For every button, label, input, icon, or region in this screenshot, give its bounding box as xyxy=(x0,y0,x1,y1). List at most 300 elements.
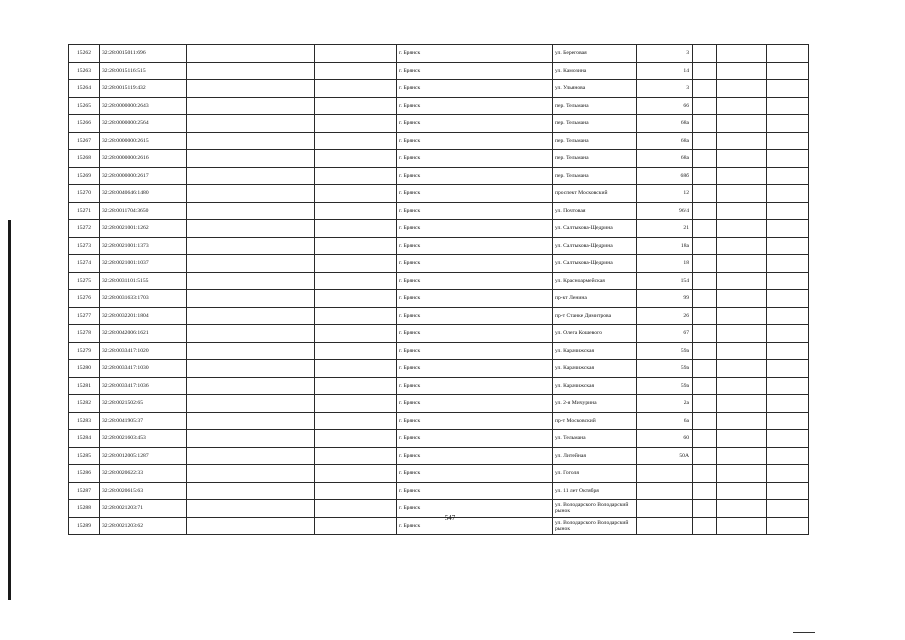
cell-empty xyxy=(187,412,315,430)
cell-empty xyxy=(693,115,717,133)
cell-street: пер. Тельмана xyxy=(553,115,637,133)
cell-empty xyxy=(693,465,717,483)
cell-cadastral-number: 32:28:0021001:1373 xyxy=(100,237,187,255)
cell-city: г. Брянск xyxy=(397,500,553,518)
cell-empty xyxy=(767,237,809,255)
table-row xyxy=(69,360,809,378)
table-row xyxy=(69,430,809,448)
cell-empty xyxy=(315,150,397,168)
cell-empty xyxy=(315,377,397,395)
table-row xyxy=(69,325,809,343)
cell-street: ул. Салтыкова-Щедрина xyxy=(553,237,637,255)
cell-empty xyxy=(717,290,767,308)
table-row xyxy=(69,272,809,290)
cell-empty xyxy=(187,115,315,133)
cell-empty xyxy=(767,202,809,220)
cell-empty xyxy=(767,62,809,80)
cell-empty xyxy=(717,500,767,518)
cell-city: г. Брянск xyxy=(397,412,553,430)
cell-cadastral-number: 32:28:0021203:62 xyxy=(100,517,187,535)
cell-house: 154 xyxy=(637,272,693,290)
cell-cadastral-number: 32:28:0021001:1037 xyxy=(100,255,187,273)
page-number: 547 xyxy=(444,514,456,522)
cell-empty xyxy=(693,62,717,80)
cell-house: 14 xyxy=(637,62,693,80)
cell-house xyxy=(637,482,693,500)
cell-number: 15280 xyxy=(69,360,100,378)
cell-empty xyxy=(717,150,767,168)
cell-number: 15266 xyxy=(69,115,100,133)
cell-empty xyxy=(693,255,717,273)
cell-city: г. Брянск xyxy=(397,465,553,483)
cell-empty xyxy=(693,80,717,98)
cell-cadastral-number: 32:28:0040646:1480 xyxy=(100,185,187,203)
cell-empty xyxy=(315,272,397,290)
cell-empty xyxy=(187,272,315,290)
cell-street: ул. Тельмана xyxy=(553,430,637,448)
table-row xyxy=(69,62,809,80)
cell-empty xyxy=(693,202,717,220)
cell-empty xyxy=(315,325,397,343)
cell-city: г. Брянск xyxy=(397,325,553,343)
cell-street: ул. Камозина xyxy=(553,62,637,80)
cell-city: г. Брянск xyxy=(397,395,553,413)
cell-city: г. Брянск xyxy=(397,290,553,308)
cell-number: 15276 xyxy=(69,290,100,308)
cell-city: г. Брянск xyxy=(397,97,553,115)
cell-number: 15264 xyxy=(69,80,100,98)
cell-empty xyxy=(693,290,717,308)
cell-empty xyxy=(767,132,809,150)
cell-empty xyxy=(315,132,397,150)
cell-cadastral-number: 32:28:0021603:453 xyxy=(100,430,187,448)
cell-empty xyxy=(315,167,397,185)
cell-empty xyxy=(767,150,809,168)
cell-empty xyxy=(315,465,397,483)
cell-empty xyxy=(693,185,717,203)
cell-empty xyxy=(717,255,767,273)
cell-empty xyxy=(767,447,809,465)
cell-empty xyxy=(693,97,717,115)
cell-empty xyxy=(187,360,315,378)
cell-empty xyxy=(693,325,717,343)
cell-empty xyxy=(693,220,717,238)
cell-empty xyxy=(767,360,809,378)
cell-empty xyxy=(315,517,397,535)
cell-cadastral-number: 32:28:0015011:696 xyxy=(100,45,187,63)
cell-house: 96/4 xyxy=(637,202,693,220)
cell-house: 3 xyxy=(637,45,693,63)
cell-empty xyxy=(693,272,717,290)
cell-empty xyxy=(767,500,809,518)
cell-empty xyxy=(717,185,767,203)
cell-cadastral-number: 32:28:0015119:432 xyxy=(100,80,187,98)
cell-cadastral-number: 32:28:0000000:2617 xyxy=(100,167,187,185)
cell-street: ул. Олега Кошевого xyxy=(553,325,637,343)
cell-city: г. Брянск xyxy=(397,132,553,150)
cell-city: г. Брянск xyxy=(397,517,553,535)
cell-empty xyxy=(187,430,315,448)
cell-empty xyxy=(717,202,767,220)
cell-empty xyxy=(717,342,767,360)
cell-cadastral-number: 32:28:0011704:3650 xyxy=(100,202,187,220)
cell-number: 15271 xyxy=(69,202,100,220)
cell-empty xyxy=(693,395,717,413)
cell-empty xyxy=(767,220,809,238)
cell-empty xyxy=(315,500,397,518)
cell-empty xyxy=(187,97,315,115)
cell-city: г. Брянск xyxy=(397,430,553,448)
table-row xyxy=(69,115,809,133)
cell-empty xyxy=(693,482,717,500)
cell-number: 15275 xyxy=(69,272,100,290)
cell-empty xyxy=(187,80,315,98)
cell-empty xyxy=(767,342,809,360)
cell-empty xyxy=(187,202,315,220)
cell-empty xyxy=(717,360,767,378)
cell-empty xyxy=(767,430,809,448)
cell-empty xyxy=(187,377,315,395)
cell-number: 15277 xyxy=(69,307,100,325)
cell-empty xyxy=(717,430,767,448)
cell-empty xyxy=(717,45,767,63)
cell-number: 15278 xyxy=(69,325,100,343)
cell-empty xyxy=(717,167,767,185)
cell-street: ул. Береговая xyxy=(553,45,637,63)
cell-empty xyxy=(187,307,315,325)
cell-cadastral-number: 32:28:0000000:2615 xyxy=(100,132,187,150)
cell-cadastral-number: 32:28:0000000:2643 xyxy=(100,97,187,115)
cell-house: 67 xyxy=(637,325,693,343)
cell-street: ул. Почтовая xyxy=(553,202,637,220)
cell-street: ул. Салтыкова-Щедрина xyxy=(553,220,637,238)
cell-number: 15288 xyxy=(69,500,100,518)
cell-empty xyxy=(315,237,397,255)
cell-cadastral-number: 32:28:0033417:1030 xyxy=(100,360,187,378)
cell-cadastral-number: 32:28:0021502:65 xyxy=(100,395,187,413)
table-row xyxy=(69,412,809,430)
cell-empty xyxy=(315,290,397,308)
registry-table-body xyxy=(69,45,809,535)
cell-street: ул. Карачижская xyxy=(553,342,637,360)
cell-empty xyxy=(717,325,767,343)
cell-house: 3 xyxy=(637,80,693,98)
cell-empty xyxy=(187,517,315,535)
table-row xyxy=(69,220,809,238)
cell-empty xyxy=(187,465,315,483)
cell-empty xyxy=(717,132,767,150)
cell-number: 15273 xyxy=(69,237,100,255)
cell-house: 99 xyxy=(637,290,693,308)
cell-empty xyxy=(693,360,717,378)
cell-empty xyxy=(187,395,315,413)
cell-empty xyxy=(717,412,767,430)
cell-street: ул. Салтыкова-Щедрина xyxy=(553,255,637,273)
cell-street: пер. Тельмана xyxy=(553,97,637,115)
cell-empty xyxy=(717,62,767,80)
cell-city: г. Брянск xyxy=(397,447,553,465)
cell-house xyxy=(637,500,693,518)
cell-number: 15262 xyxy=(69,45,100,63)
cell-house: 59а xyxy=(637,342,693,360)
cell-empty xyxy=(767,307,809,325)
cell-city: г. Брянск xyxy=(397,45,553,63)
cell-empty xyxy=(767,325,809,343)
cell-empty xyxy=(187,220,315,238)
cell-empty xyxy=(717,237,767,255)
cell-house: 6а xyxy=(637,412,693,430)
cell-empty xyxy=(767,97,809,115)
cell-empty xyxy=(717,447,767,465)
cell-empty xyxy=(187,45,315,63)
table-row xyxy=(69,167,809,185)
cell-house: 18 xyxy=(637,255,693,273)
cell-empty xyxy=(187,185,315,203)
cell-empty xyxy=(767,395,809,413)
cell-empty xyxy=(717,465,767,483)
cell-empty xyxy=(767,412,809,430)
cell-house: 68а xyxy=(637,150,693,168)
cell-empty xyxy=(187,237,315,255)
cell-empty xyxy=(767,45,809,63)
cell-city: г. Брянск xyxy=(397,80,553,98)
cell-city: г. Брянск xyxy=(397,237,553,255)
cell-empty xyxy=(717,395,767,413)
cell-city: г. Брянск xyxy=(397,360,553,378)
table-row xyxy=(69,132,809,150)
cell-number: 15263 xyxy=(69,62,100,80)
cell-empty xyxy=(315,307,397,325)
cell-number: 15279 xyxy=(69,342,100,360)
cell-cadastral-number: 32:28:0031101:5155 xyxy=(100,272,187,290)
cell-cadastral-number: 32:28:0020615:63 xyxy=(100,482,187,500)
cell-city: г. Брянск xyxy=(397,62,553,80)
cell-number: 15282 xyxy=(69,395,100,413)
cell-empty xyxy=(315,185,397,203)
cell-cadastral-number: 32:28:0021001:1262 xyxy=(100,220,187,238)
cell-empty xyxy=(767,272,809,290)
cell-city: г. Брянск xyxy=(397,272,553,290)
cell-empty xyxy=(187,62,315,80)
table-row xyxy=(69,447,809,465)
cell-street: ул. Ульянова xyxy=(553,80,637,98)
cell-empty xyxy=(693,237,717,255)
cell-empty xyxy=(767,377,809,395)
table-row xyxy=(69,80,809,98)
cell-street: ул. Карачижская xyxy=(553,360,637,378)
cell-house: 66 xyxy=(637,97,693,115)
cell-empty xyxy=(315,430,397,448)
cell-street: ул. 2-я Мичурина xyxy=(553,395,637,413)
cell-city: г. Брянск xyxy=(397,167,553,185)
cell-empty xyxy=(187,150,315,168)
cell-house xyxy=(637,517,693,535)
cell-house: 68а xyxy=(637,132,693,150)
cell-empty xyxy=(315,342,397,360)
cell-empty xyxy=(187,500,315,518)
table-row xyxy=(69,482,809,500)
cell-empty xyxy=(693,167,717,185)
cell-empty xyxy=(717,482,767,500)
cell-street: ул. Литейная xyxy=(553,447,637,465)
cell-street: пер. Тельмана xyxy=(553,167,637,185)
cell-city: г. Брянск xyxy=(397,307,553,325)
table-row xyxy=(69,377,809,395)
cell-number: 15284 xyxy=(69,430,100,448)
cell-empty xyxy=(315,447,397,465)
cell-cadastral-number: 32:28:0015116:515 xyxy=(100,62,187,80)
table-row xyxy=(69,237,809,255)
cell-number: 15270 xyxy=(69,185,100,203)
cell-empty xyxy=(187,325,315,343)
cell-empty xyxy=(767,255,809,273)
cell-empty xyxy=(693,430,717,448)
cell-number: 15283 xyxy=(69,412,100,430)
cell-city: г. Брянск xyxy=(397,185,553,203)
table-row xyxy=(69,307,809,325)
cell-cadastral-number: 32:28:0000000:2564 xyxy=(100,115,187,133)
cell-cadastral-number: 32:28:0000000:2616 xyxy=(100,150,187,168)
table-row xyxy=(69,342,809,360)
table-row xyxy=(69,255,809,273)
table-row xyxy=(69,97,809,115)
cell-street: пр-т Станке Димитрова xyxy=(553,307,637,325)
cell-number: 15287 xyxy=(69,482,100,500)
cell-empty xyxy=(693,412,717,430)
scan-corner-mark xyxy=(793,632,815,633)
cell-empty xyxy=(187,482,315,500)
cell-empty xyxy=(717,307,767,325)
cell-street: ул. Володарского Володарский рынок xyxy=(553,517,637,535)
cell-number: 15269 xyxy=(69,167,100,185)
cell-empty xyxy=(767,482,809,500)
cell-number: 15289 xyxy=(69,517,100,535)
cell-empty xyxy=(693,500,717,518)
cell-empty xyxy=(187,167,315,185)
cell-empty xyxy=(693,132,717,150)
cell-cadastral-number: 32:28:0020622:33 xyxy=(100,465,187,483)
cell-empty xyxy=(767,465,809,483)
cell-city: г. Брянск xyxy=(397,377,553,395)
cell-cadastral-number: 32:28:0032201:1804 xyxy=(100,307,187,325)
cell-street: пр-кт Ленина xyxy=(553,290,637,308)
cell-empty xyxy=(693,45,717,63)
cell-city: г. Брянск xyxy=(397,482,553,500)
cell-house: 50А xyxy=(637,447,693,465)
cell-empty xyxy=(693,307,717,325)
cell-city: г. Брянск xyxy=(397,255,553,273)
cell-empty xyxy=(315,202,397,220)
cell-empty xyxy=(187,132,315,150)
cell-street: ул. 11 лет Октября xyxy=(553,482,637,500)
cell-house: 59а xyxy=(637,360,693,378)
cell-empty xyxy=(315,482,397,500)
cell-street: ул. Карачижская xyxy=(553,377,637,395)
cell-house xyxy=(637,465,693,483)
cell-number: 15286 xyxy=(69,465,100,483)
cell-number: 15267 xyxy=(69,132,100,150)
cell-empty xyxy=(315,80,397,98)
cell-number: 15268 xyxy=(69,150,100,168)
cell-empty xyxy=(315,395,397,413)
cell-empty xyxy=(717,220,767,238)
cell-street: пер. Тельмана xyxy=(553,132,637,150)
cell-street: пр-т Московский xyxy=(553,412,637,430)
table-row xyxy=(69,290,809,308)
cell-empty xyxy=(693,150,717,168)
cell-cadastral-number: 32:28:0041905:37 xyxy=(100,412,187,430)
cell-cadastral-number: 32:28:0021203:71 xyxy=(100,500,187,518)
cell-empty xyxy=(717,97,767,115)
table-row xyxy=(69,185,809,203)
cell-empty xyxy=(315,115,397,133)
cell-number: 15265 xyxy=(69,97,100,115)
cell-empty xyxy=(767,115,809,133)
cell-city: г. Брянск xyxy=(397,150,553,168)
cell-empty xyxy=(693,447,717,465)
cell-street: проспект Московский xyxy=(553,185,637,203)
cell-empty xyxy=(187,255,315,273)
cell-house: 21 xyxy=(637,220,693,238)
cell-number: 15272 xyxy=(69,220,100,238)
cell-empty xyxy=(717,377,767,395)
cell-cadastral-number: 32:28:0031633:1703 xyxy=(100,290,187,308)
cell-city: г. Брянск xyxy=(397,115,553,133)
cell-empty xyxy=(315,45,397,63)
cell-house: 18а xyxy=(637,237,693,255)
cell-empty xyxy=(315,62,397,80)
cell-cadastral-number: 32:28:0033417:1020 xyxy=(100,342,187,360)
cell-street: ул. Гоголя xyxy=(553,465,637,483)
cell-street: пер. Тельмана xyxy=(553,150,637,168)
table-row xyxy=(69,202,809,220)
cell-empty xyxy=(717,80,767,98)
cell-house: 2а xyxy=(637,395,693,413)
registry-table xyxy=(68,44,809,535)
cell-cadastral-number: 32:28:0012005:1287 xyxy=(100,447,187,465)
cell-empty xyxy=(767,517,809,535)
table-row xyxy=(69,150,809,168)
cell-empty xyxy=(717,517,767,535)
cell-empty xyxy=(315,360,397,378)
cell-house: 59а xyxy=(637,377,693,395)
cell-city: г. Брянск xyxy=(397,342,553,360)
cell-empty xyxy=(315,255,397,273)
cell-empty xyxy=(767,185,809,203)
cell-empty xyxy=(693,342,717,360)
cell-house: 12 xyxy=(637,185,693,203)
cell-empty xyxy=(767,167,809,185)
cell-city: г. Брянск xyxy=(397,202,553,220)
cell-city: г. Брянск xyxy=(397,220,553,238)
table-row xyxy=(69,465,809,483)
cell-street: ул. Красноармейская xyxy=(553,272,637,290)
cell-empty xyxy=(315,97,397,115)
cell-house: 68б xyxy=(637,167,693,185)
cell-empty xyxy=(187,342,315,360)
cell-empty xyxy=(693,517,717,535)
scan-edge-mark xyxy=(8,220,11,600)
cell-house: 68а xyxy=(637,115,693,133)
cell-number: 15285 xyxy=(69,447,100,465)
cell-empty xyxy=(315,220,397,238)
cell-empty xyxy=(767,290,809,308)
cell-empty xyxy=(717,272,767,290)
cell-number: 15274 xyxy=(69,255,100,273)
cell-house: 60 xyxy=(637,430,693,448)
table-row xyxy=(69,45,809,63)
cell-cadastral-number: 32:28:0033417:1036 xyxy=(100,377,187,395)
